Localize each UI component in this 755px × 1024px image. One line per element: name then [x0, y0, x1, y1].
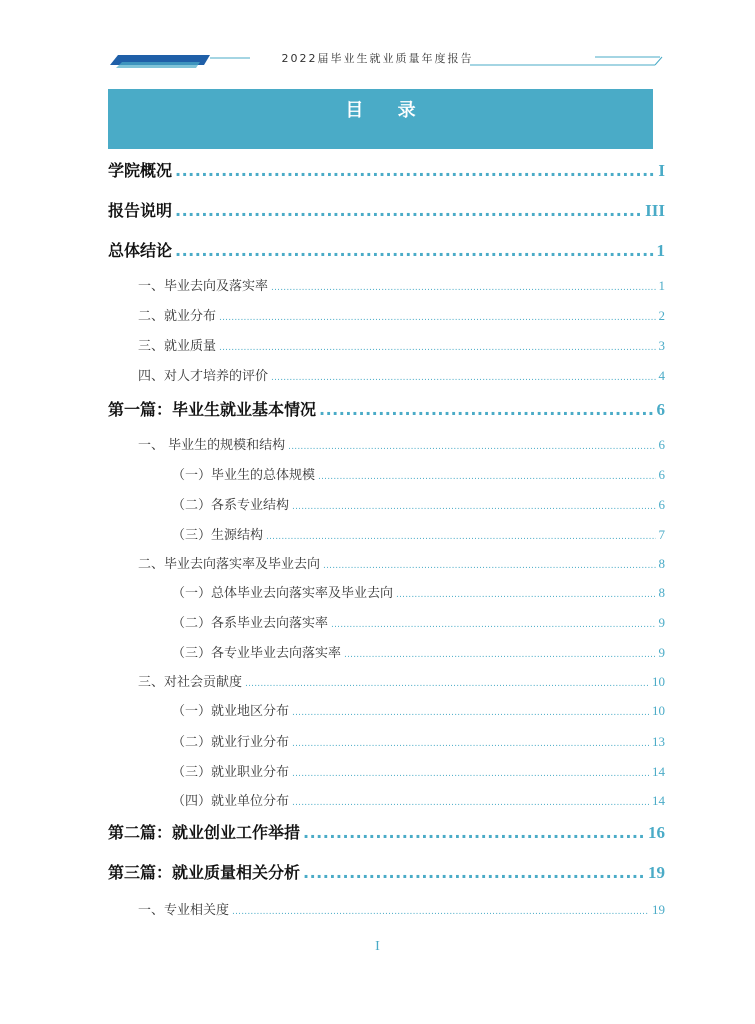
- toc-entry-employment-distribution[interactable]: [138, 305, 665, 324]
- toc-entry-page-number: 19: [652, 902, 665, 917]
- toc-dot-leader: [175, 201, 642, 220]
- toc-dot-leader: [219, 313, 655, 323]
- toc-entry-page-number: 10: [652, 703, 665, 718]
- toc-dot-leader: [288, 442, 655, 452]
- toc-entry-page-number: 6: [656, 400, 665, 419]
- toc-entry-label: 第二篇：就业创业工作举措: [108, 823, 301, 842]
- toc-entry-label: 学院概况: [108, 161, 173, 180]
- toc-entry-source-structure[interactable]: [172, 524, 665, 543]
- toc-entry-label: （一）就业地区分布: [172, 704, 290, 719]
- toc-entry-page-number: 4: [658, 368, 665, 383]
- toc-entry-label: （一）毕业生的总体规模: [172, 468, 316, 483]
- toc-dot-leader: [175, 161, 655, 180]
- toc-entry-department-structure[interactable]: [172, 494, 665, 513]
- toc-entry-label: （三）就业职业分布: [172, 765, 290, 780]
- toc-entry-label: 一、毕业去向及落实率: [138, 279, 269, 294]
- toc-entry-page-number: I: [658, 161, 665, 180]
- toc-entry-label: （三）生源结构: [172, 528, 264, 543]
- toc-dot-leader: [292, 798, 649, 808]
- toc-entry-graduate-scale-structure[interactable]: [138, 434, 665, 453]
- page-header: [0, 0, 755, 80]
- toc-entry-occupation-distribution[interactable]: [172, 761, 665, 780]
- toc-entry-page-number: 3: [658, 338, 665, 353]
- toc-entry-major-placement[interactable]: [172, 642, 665, 661]
- toc-entry-part1-basics[interactable]: [108, 397, 665, 420]
- toc-entry-label: 三、就业质量: [138, 339, 217, 354]
- toc-entry-label: 三、对社会贡献度: [138, 675, 243, 690]
- toc-entry-page-number: 8: [658, 585, 665, 600]
- toc-entry-employer-distribution[interactable]: [172, 790, 665, 809]
- toc-entry-label: （二）各系专业结构: [172, 498, 290, 513]
- toc-entry-label: 第一篇：毕业生就业基本情况: [108, 400, 317, 419]
- toc-dot-leader: [266, 532, 655, 542]
- toc-entry-label: （一）总体毕业去向落实率及毕业去向: [172, 586, 394, 601]
- toc-entry-page-number: 6: [658, 437, 665, 452]
- toc-dot-leader: [323, 561, 655, 571]
- toc-entry-page-number: 14: [652, 793, 665, 808]
- toc-entry-page-number: 6: [658, 497, 665, 512]
- toc-dot-leader: [319, 400, 653, 419]
- toc-entry-page-number: 16: [648, 823, 665, 842]
- toc-entry-page-number: 14: [652, 764, 665, 779]
- toc-entry-label: 一、专业相关度: [138, 903, 230, 918]
- toc-entry-label: 第三篇：就业质量相关分析: [108, 863, 301, 882]
- toc-dot-leader: [271, 283, 655, 293]
- toc-entry-page-number: 9: [658, 645, 665, 660]
- toc-entry-page-number: 6: [658, 467, 665, 482]
- toc-dot-leader: [344, 650, 655, 660]
- toc-entry-report-notes[interactable]: [108, 198, 665, 221]
- toc-title-banner: [108, 89, 653, 149]
- header-title: 2022届毕业生就业质量年度报告: [281, 52, 474, 65]
- toc-dot-leader: [318, 472, 655, 482]
- page-number: I: [375, 939, 380, 954]
- toc-title: 目 录: [345, 100, 430, 121]
- toc-entry-campus-overview[interactable]: [108, 158, 665, 181]
- toc-entry-label: （三）各专业毕业去向落实率: [172, 646, 342, 661]
- toc-dot-leader: [232, 907, 649, 917]
- toc-entry-page-number: 10: [652, 674, 665, 689]
- toc-dot-leader: [292, 769, 649, 779]
- toc-dot-leader: [245, 679, 649, 689]
- toc-entry-social-contribution[interactable]: [138, 671, 665, 690]
- toc-entry-label: （二）各系毕业去向落实率: [172, 616, 329, 631]
- toc-entry-page-number: 1: [658, 278, 665, 293]
- toc-dot-leader: [292, 502, 655, 512]
- toc-entry-part3-quality-analysis[interactable]: [108, 860, 665, 883]
- toc-entry-part2-measures[interactable]: [108, 820, 665, 843]
- toc-entry-label: 一、 毕业生的规模和结构: [138, 438, 286, 453]
- toc-entry-page-number: 9: [658, 615, 665, 630]
- toc-dot-leader: [303, 863, 645, 882]
- toc-dot-leader: [303, 823, 645, 842]
- toc-entry-overall-placement[interactable]: [172, 582, 665, 601]
- toc-entry-page-number: 1: [656, 241, 665, 260]
- toc-entry-destination-rate[interactable]: [138, 275, 665, 294]
- toc-entry-training-evaluation[interactable]: [138, 365, 665, 384]
- toc-dot-leader: [396, 590, 655, 600]
- toc-entry-label: 报告说明: [108, 201, 173, 220]
- toc-entry-page-number: 7: [658, 527, 665, 542]
- toc-entry-page-number: 19: [648, 863, 665, 882]
- toc-entry-major-relevance[interactable]: [138, 899, 665, 918]
- toc-entry-page-number: 13: [652, 734, 665, 749]
- toc-entry-page-number: 8: [658, 556, 665, 571]
- toc-entry-employment-quality[interactable]: [138, 335, 665, 354]
- toc-entry-overall-scale[interactable]: [172, 464, 665, 483]
- toc-entry-overall-conclusion[interactable]: [108, 238, 665, 261]
- toc-dot-leader: [292, 708, 649, 718]
- toc-dot-leader: [175, 241, 653, 260]
- toc-entry-label: 总体结论: [108, 241, 173, 260]
- toc-dot-leader: [219, 343, 655, 353]
- toc-entry-region-distribution[interactable]: [172, 700, 665, 719]
- toc-entry-placement-rate-destination[interactable]: [138, 553, 665, 572]
- toc-entry-label: 二、毕业去向落实率及毕业去向: [138, 557, 321, 572]
- header-decoration: [0, 0, 755, 80]
- toc-entry-dept-placement[interactable]: [172, 612, 665, 631]
- toc-dot-leader: [292, 739, 649, 749]
- toc-entry-page-number: 2: [658, 308, 665, 323]
- toc-entry-industry-distribution[interactable]: [172, 731, 665, 750]
- toc-entry-label: 四、对人才培养的评价: [138, 369, 269, 384]
- toc-entry-label: 二、就业分布: [138, 309, 217, 324]
- toc-entry-label: （二）就业行业分布: [172, 735, 290, 750]
- toc-entry-label: （四）就业单位分布: [172, 794, 290, 809]
- toc-dot-leader: [271, 373, 655, 383]
- toc-entry-page-number: III: [645, 201, 665, 220]
- toc-dot-leader: [331, 620, 655, 630]
